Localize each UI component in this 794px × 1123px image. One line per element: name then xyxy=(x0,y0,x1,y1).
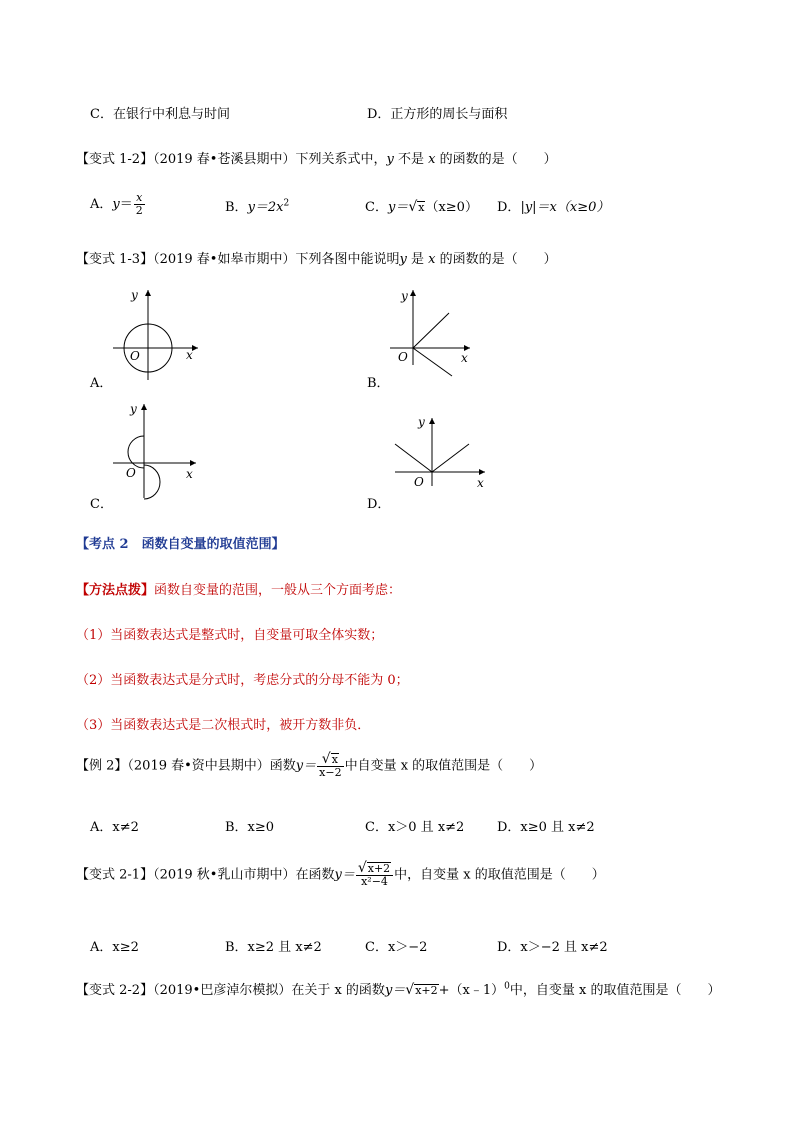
v12-option-d xyxy=(497,196,609,215)
radicand: x+2 xyxy=(367,862,391,875)
v12-option-b xyxy=(225,196,289,215)
x-axis-label: x xyxy=(186,467,193,481)
origin-label: O xyxy=(130,349,140,363)
graph-d-label: D． xyxy=(367,497,391,512)
question-v22 xyxy=(76,979,720,998)
option-label: C． xyxy=(365,200,388,215)
v12-option-a xyxy=(90,192,146,217)
exponent: 2 xyxy=(283,198,290,209)
var-x: x xyxy=(428,152,436,167)
graph-d-abs xyxy=(385,408,495,493)
var-y: y xyxy=(399,252,407,267)
graph-a-label: A． xyxy=(90,376,113,391)
question-tail: 中，自变量 x 的取值范围是（ ） xyxy=(509,983,721,998)
expr: y＝ xyxy=(295,758,317,774)
question-mid: 是 xyxy=(406,252,429,267)
method-tip xyxy=(76,579,401,598)
upper-ray xyxy=(413,313,449,348)
question-tail: 中自变量 x 的取值范围是（ ） xyxy=(344,758,543,774)
fraction-denominator: x−2 xyxy=(319,766,342,779)
fraction-numerator: x xyxy=(134,192,145,205)
question-source: （2019 春•苍溪县期中）下列关系式中， xyxy=(153,152,387,167)
y-axis-label: y xyxy=(130,402,137,416)
question-v13 xyxy=(76,248,557,267)
fraction-denominator: 2 xyxy=(135,204,143,217)
question-tag: 【变式 2-2】 xyxy=(76,983,154,998)
question-tag: 【变式 1-2】 xyxy=(76,152,154,167)
question-mid: 不是 xyxy=(393,152,429,167)
question-tail: 中，自变量 x 的取值范围是（ ） xyxy=(394,867,605,883)
v21-option-d: D．x＞−2 且 x≠2 xyxy=(497,940,608,955)
y-axis-arrow xyxy=(145,290,151,296)
graph-a-circle xyxy=(108,285,208,385)
graph-c-semicircles xyxy=(108,398,208,506)
v21-option-a: A．x≥2 xyxy=(90,940,139,955)
condition: （x≥0） xyxy=(425,200,478,215)
y-axis-label: y xyxy=(131,288,138,302)
graph-b-ray xyxy=(385,285,485,385)
fraction-numerator xyxy=(317,753,343,767)
radical-sign: √ xyxy=(357,860,367,876)
question-source: （2019•巴彦淖尔模拟）在关于 x 的函数 xyxy=(153,983,385,998)
method-text: 函数自变量的范围，一般从三个方面考虑： xyxy=(154,583,402,598)
graph-c-label: C． xyxy=(90,497,113,512)
question-ex2 xyxy=(76,753,542,779)
radical-sign: √ xyxy=(321,751,331,767)
option-d-text: D．正方形的周长与面积 xyxy=(367,107,508,122)
section-heading: 【考点 2 函数自变量的取值范围】 xyxy=(76,537,285,552)
option-c-text: C．在银行中利息与时间 xyxy=(90,107,230,122)
v21-option-b: B．x≥2 且 x≠2 xyxy=(225,940,322,955)
x-axis-arrow xyxy=(190,460,196,466)
radical-sign: √ xyxy=(405,982,415,998)
fraction-numerator xyxy=(356,862,393,876)
ex2-option-d: D．x≥0 且 x≠2 xyxy=(497,820,595,835)
radicand: x+2 xyxy=(415,984,438,997)
question-v12 xyxy=(76,148,557,167)
method-item-2: （2）当函数表达式是分式时，考虑分式的分母不能为 0； xyxy=(76,673,409,688)
y-axis-arrow xyxy=(410,290,416,296)
origin-label: O xyxy=(414,475,424,489)
x-axis-label: x xyxy=(186,348,193,362)
question-source: （2019 春•资中县期中）函数 xyxy=(127,758,296,774)
question-tail: 的函数的是（ ） xyxy=(435,152,557,167)
expr: y＝ xyxy=(384,983,406,998)
option-label: B． xyxy=(225,200,248,215)
fraction xyxy=(356,862,393,888)
right-ray xyxy=(432,444,469,472)
var-x: x xyxy=(428,252,436,267)
expr: ＝ xyxy=(119,197,133,212)
option-label: A． xyxy=(90,197,113,212)
ex2-option-b: B．x≥0 xyxy=(225,820,275,835)
ex2-option-a: A．x≠2 xyxy=(90,820,139,835)
origin-label: O xyxy=(398,350,408,364)
var-y: y xyxy=(386,152,394,167)
question-tail: 的函数的是（ ） xyxy=(435,252,557,267)
y-axis-arrow xyxy=(429,418,435,424)
question-v21 xyxy=(76,862,605,888)
fraction xyxy=(317,753,343,779)
expr: y＝ xyxy=(334,867,355,883)
v21-option-c: C．x＞−2 xyxy=(365,940,428,955)
y-axis-label: y xyxy=(401,289,408,303)
x-axis-label: x xyxy=(461,351,468,365)
left-ray xyxy=(395,444,432,472)
method-item-1: （1）当函数表达式是整式时，自变量可取全体实数； xyxy=(76,628,384,643)
option-label: D． xyxy=(497,200,521,215)
question-tag: 【变式 1-3】 xyxy=(76,252,154,267)
expr: y＝2x xyxy=(247,200,284,215)
x-axis-arrow xyxy=(479,469,485,475)
fraction-denominator: x²−4 xyxy=(361,875,388,888)
radicand: x xyxy=(418,201,425,214)
ex2-option-c: C．x＞0 且 x≠2 xyxy=(365,820,465,835)
y-axis-label: y xyxy=(418,415,425,429)
radical-sign: √ xyxy=(408,199,418,215)
method-tag: 【方法点拨】 xyxy=(76,583,155,598)
question-source: （2019 春•如皋市期中）下列各图中能说明 xyxy=(153,252,400,267)
expr: y xyxy=(112,197,120,212)
origin-label: O xyxy=(126,466,136,480)
x-axis-label: x xyxy=(477,476,484,490)
question-tag: 【例 2】 xyxy=(76,758,128,774)
expr: +（x﹣1） xyxy=(438,983,505,998)
right-semicircle xyxy=(144,465,160,499)
exponent: 0 xyxy=(504,981,510,992)
question-tag: 【变式 2-1】 xyxy=(76,867,154,883)
expr: y＝ xyxy=(387,200,409,215)
y-axis-arrow xyxy=(141,404,147,410)
expr: |y|＝x（x≥0） xyxy=(520,200,610,215)
fraction xyxy=(134,192,145,217)
lower-ray xyxy=(413,348,452,376)
method-item-3: （3）当函数表达式是二次根式时，被开方数非负． xyxy=(76,718,371,733)
v12-option-c xyxy=(365,196,478,215)
radicand: x xyxy=(331,753,338,766)
x-axis-arrow xyxy=(192,345,198,351)
graph-b-label: B． xyxy=(367,376,390,391)
question-source: （2019 秋•乳山市期中）在函数 xyxy=(153,867,335,883)
